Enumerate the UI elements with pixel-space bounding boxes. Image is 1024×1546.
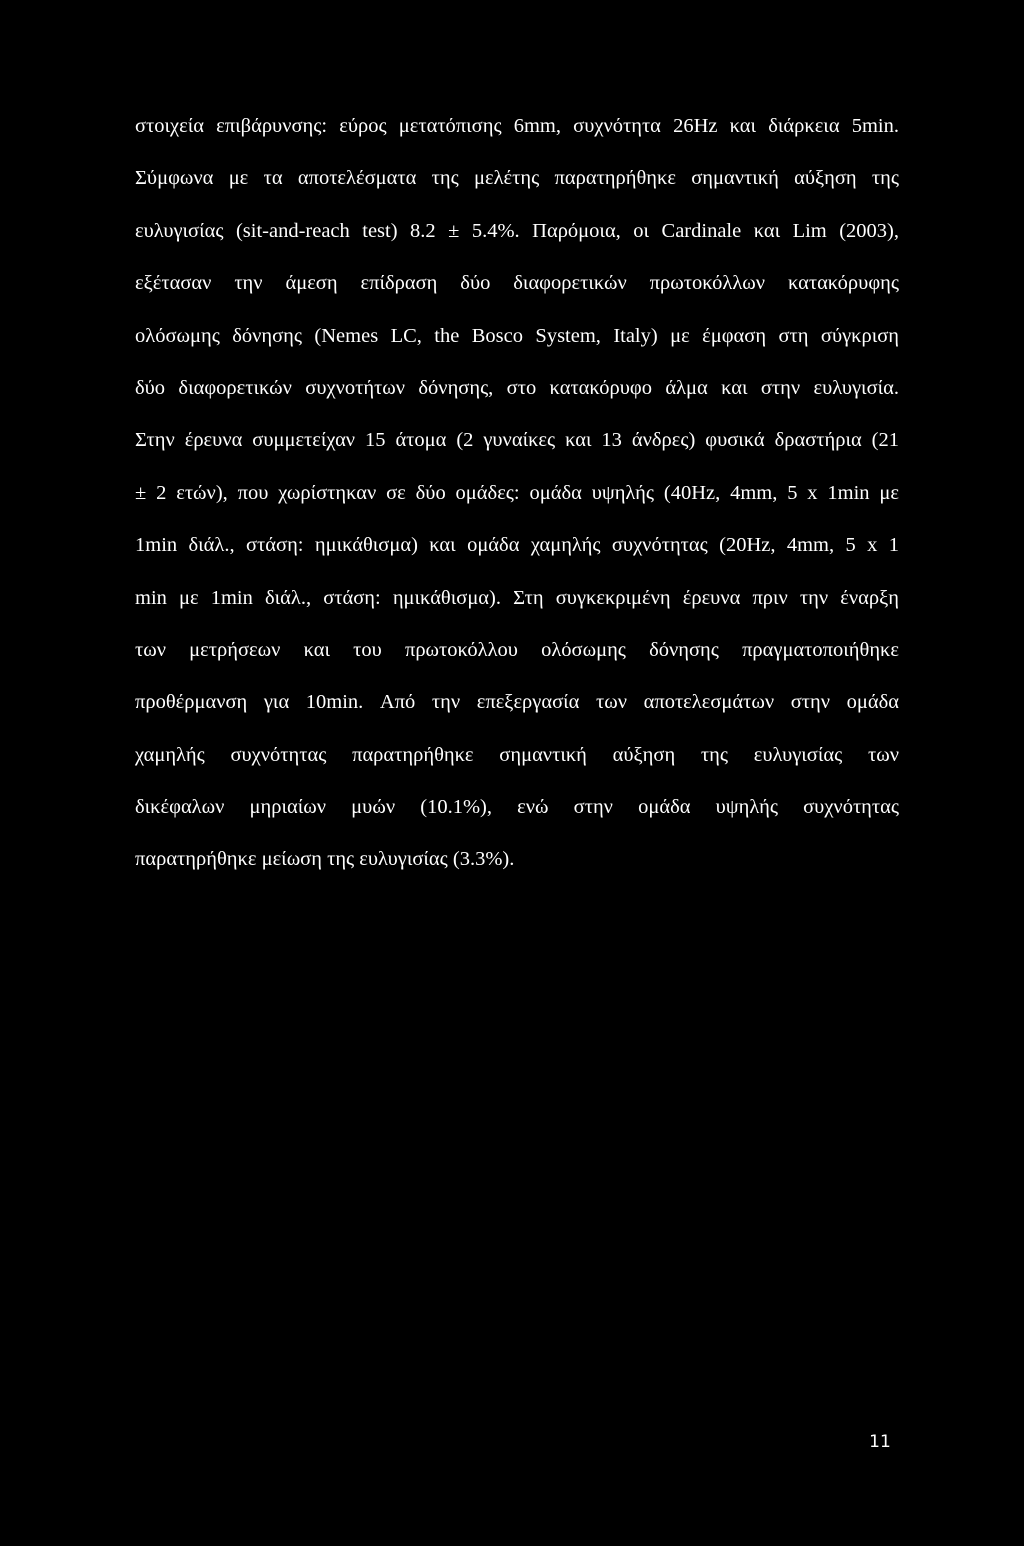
text-line: ολόσωμης δόνησης (Nemes LC, the Bosco System, Italy) με έμφαση στη σύγκριση: [135, 324, 899, 347]
text-line: 1min διάλ., στάση: ημικάθισμα) και ομάδα χαμηλής συχνότητας (20Hz, 4mm, 5 x 1: [135, 534, 899, 557]
text-line: στοιχεία επιβάρυνσης: εύρος μετατόπισης 6mm, συχνότητα 26Hz και διάρκεια 5min.: [135, 115, 899, 137]
text-line-last: παρατηρήθηκε μείωση της ευλυγισίας (3.3%).: [135, 848, 515, 871]
text-line: προθέρμανση για 10min. Από την επεξεργασία των αποτελεσμάτων στην ομάδα: [135, 691, 899, 714]
text-line: ευλυγισίας (sit-and-reach test) 8.2 ± 5.4%. Παρόμοια, οι Cardinale και Lim (2003),: [135, 219, 899, 242]
text-line: δικέφαλων μηριαίων μυών (10.1%), ενώ στην ομάδα υψηλής συχνότητας: [135, 796, 899, 819]
text-line: Στην έρευνα συμμετείχαν 15 άτομα (2 γυναίκες και 13 άνδρες) φυσικά δραστήρια (21: [135, 429, 899, 452]
document-body: [135, 108, 899, 894]
text-line: min με 1min διάλ., στάση: ημικάθισμα). Στη συγκεκριμένη έρευνα πριν την έναρξη: [135, 586, 899, 609]
text-line: Σύμφωνα με τα αποτελέσματα της μελέτης παρατηρήθηκε σημαντική αύξηση της: [135, 167, 899, 190]
text-line: δύο διαφορετικών συχνοτήτων δόνησης, στο κατακόρυφο άλμα και στην ευλυγισία.: [135, 376, 899, 399]
text-line: εξέτασαν την άμεση επίδραση δύο διαφορετικών πρωτοκόλλων κατακόρυφης: [135, 272, 899, 295]
text-line: των μετρήσεων και του πρωτοκόλλου ολόσωμης δόνησης πραγματοποιήθηκε: [135, 638, 899, 661]
page-number: 11: [869, 1432, 891, 1452]
text-line: ± 2 ετών), που χωρίστηκαν σε δύο ομάδες: ομάδα υψηλής (40Hz, 4mm, 5 x 1min με: [135, 481, 899, 504]
text-line: χαμηλής συχνότητας παρατηρήθηκε σημαντική αύξηση της ευλυγισίας των: [135, 743, 899, 766]
